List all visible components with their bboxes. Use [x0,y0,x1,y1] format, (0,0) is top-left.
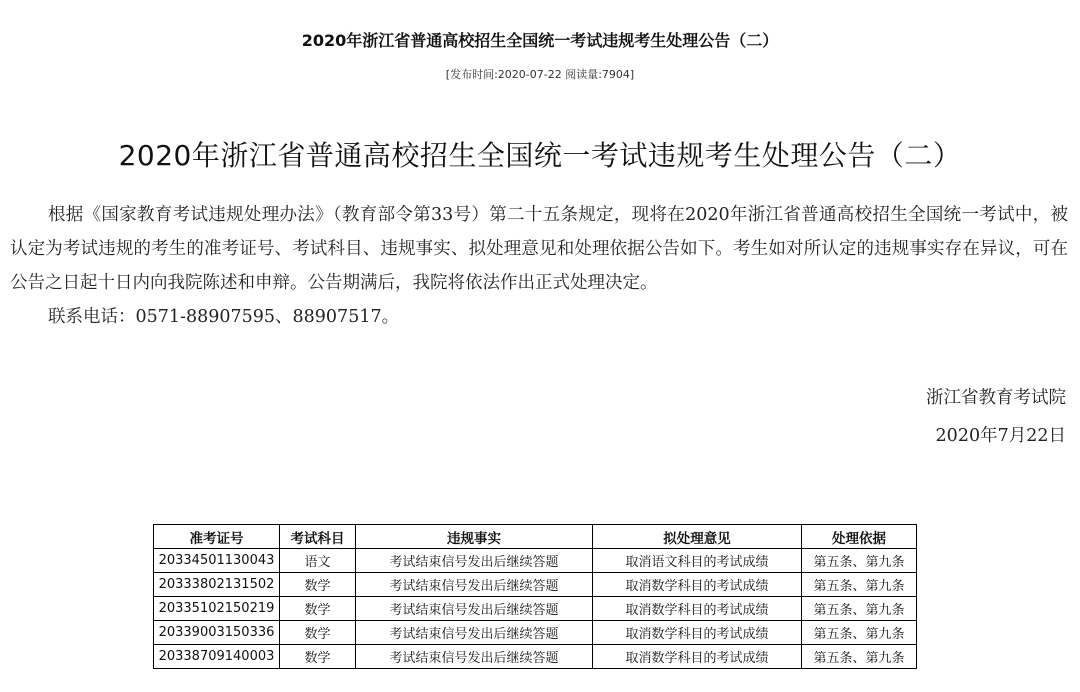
table-row [154,645,917,669]
cell-exam-id: 20338709140003 [154,645,280,669]
cell-basis: 第五条、第九条 [802,597,917,621]
cell-exam-id: 20334501130043 [154,549,280,573]
cell-basis: 第五条、第九条 [802,549,917,573]
signature-date: 2020年7月22日 [935,426,1066,446]
table-row [154,597,917,621]
body-paragraph: 根据《国家教育考试违规处理办法》（教育部令第33号）第二十五条规定，现将在2020年浙江省普通高校招生全国统一考试中，被认定为考试违规的考生的准考证号、考试科目、违规事实、拟处理意见和处理依据公告如下。考生如对所认定的违规事实存在异议，可在公告之日起十日内向我院陈述和申辩。公告期满后，我院将依法作出正式处理决定。 [10,205,1068,293]
cell-subject: 语文 [280,549,356,573]
cell-subject: 数学 [280,597,356,621]
cell-basis: 第五条、第九条 [802,645,917,669]
cell-proposed-action: 取消数学科目的考试成绩 [593,573,802,597]
article-body [10,198,1068,334]
header-basis: 处理依据 [802,525,917,549]
table-header-row [154,525,917,549]
cell-exam-id: 20339003150336 [154,621,280,645]
cell-subject: 数学 [280,573,356,597]
cell-violation: 考试结束信号发出后继续答题 [356,549,593,573]
cell-basis: 第五条、第九条 [802,573,917,597]
page-heading: 2020年浙江省普通高校招生全国统一考试违规考生处理公告（二） [301,31,779,50]
violations-table [153,524,917,669]
cell-violation: 考试结束信号发出后继续答题 [356,597,593,621]
cell-proposed-action: 取消数学科目的考试成绩 [593,645,802,669]
cell-violation: 考试结束信号发出后继续答题 [356,645,593,669]
cell-violation: 考试结束信号发出后继续答题 [356,621,593,645]
header-exam-id: 准考证号 [154,525,280,549]
header-subject: 考试科目 [280,525,356,549]
cell-exam-id: 20333802131502 [154,573,280,597]
publish-meta: [发布时间:2020-07-22 阅读量:7904] [445,68,635,81]
header-violation: 违规事实 [356,525,593,549]
header-proposed-action: 拟处理意见 [593,525,802,549]
contact-paragraph: 联系电话：0571-88907595、88907517。 [48,307,400,327]
table-row [154,549,917,573]
article-title: 2020年浙江省普通高校招生全国统一考试违规考生处理公告（二） [118,139,962,172]
cell-proposed-action: 取消语文科目的考试成绩 [593,549,802,573]
cell-basis: 第五条、第九条 [802,621,917,645]
cell-proposed-action: 取消数学科目的考试成绩 [593,597,802,621]
cell-proposed-action: 取消数学科目的考试成绩 [593,621,802,645]
cell-exam-id: 20335102150219 [154,597,280,621]
signature-org: 浙江省教育考试院 [926,388,1066,408]
cell-violation: 考试结束信号发出后继续答题 [356,573,593,597]
table-row [154,573,917,597]
table-row [154,621,917,645]
cell-subject: 数学 [280,621,356,645]
cell-subject: 数学 [280,645,356,669]
